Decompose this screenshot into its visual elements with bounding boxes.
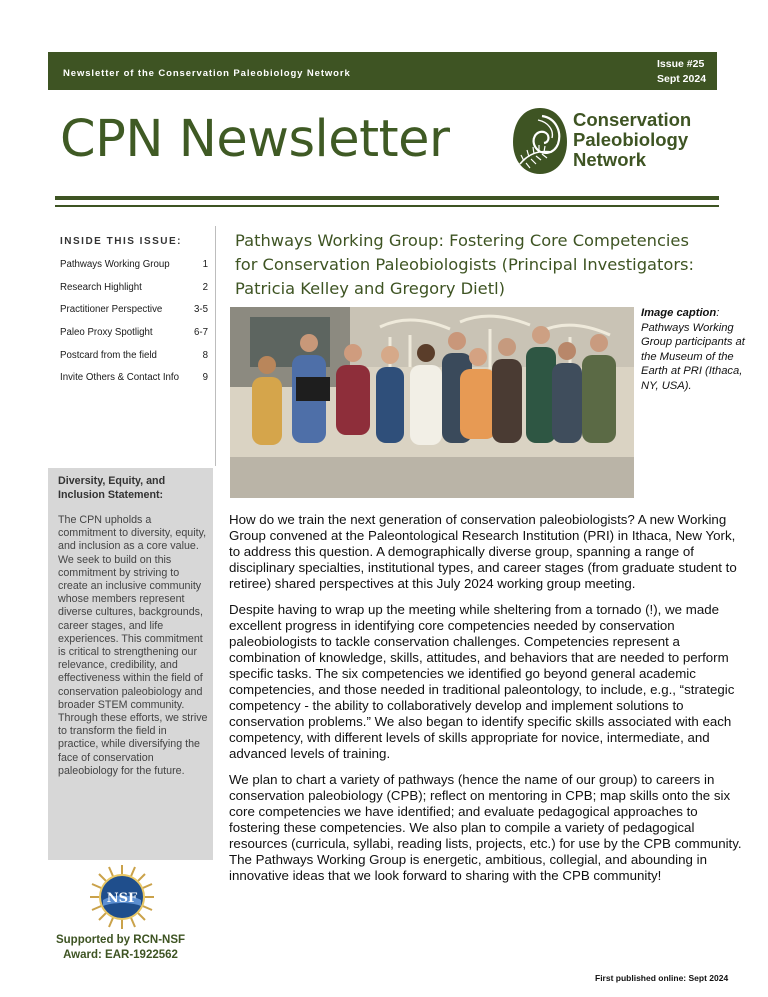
- toc-item[interactable]: [60, 372, 208, 395]
- logo-line-2: Paleobiology: [573, 129, 689, 150]
- issue-date: Sept 2024: [657, 73, 707, 85]
- toc-item[interactable]: [60, 327, 208, 350]
- inside-issue-heading: INSIDE THIS ISSUE:: [60, 236, 183, 247]
- cpn-logo: [512, 104, 717, 182]
- logo-line-3: Network: [573, 149, 646, 170]
- toc-item-page: 8: [202, 349, 208, 361]
- toc-item-page: 3-5: [193, 304, 208, 316]
- issue-info: [657, 57, 706, 87]
- article-paragraph: We plan to chart a variety of pathways (hence the name of our group) to careers in conservation paleobiology (CPB); reflect on mentoring in CPB; map skills onto the six core competencies we have identified; and evaluate pedagogical approaches to fostering these competencies. We also plan to compile a variety of pedagogical resources (curricula, syllabi, reading lists, projects, etc.) for use by the CPB community. The Pathways Working Group is energetic, ambitious, collegial, and abounding in innovative ideas that we look forward to sharing with the CPB community!: [229, 772, 742, 883]
- toc-item-label: Pathways Working Group: [60, 259, 170, 270]
- article-body: [229, 512, 749, 894]
- toc-item-page: 6-7: [193, 327, 208, 339]
- toc-item-label: Paleo Proxy Spotlight: [60, 327, 153, 339]
- funding-note: [48, 933, 193, 963]
- logo-text: [573, 110, 691, 170]
- toc-item[interactable]: [60, 350, 208, 373]
- dei-statement-box: [48, 468, 213, 860]
- dei-body: The CPN upholds a commitment to diversity, equity, and inclusion as a core value. We seek to build on this commitment by striving to create an inclusive community whose members represent diverse cultures, backgrounds, career stages, and life experiences. This commitment is critical to strengthening our relevance, credibility, and effectiveness within the field of conservation paleobiology and broader STEM community. Through these efforts, we strive to transform the field in practice, while diversifying the face of conservation paleobiology for the future.: [58, 514, 208, 777]
- toc-item[interactable]: [60, 304, 208, 327]
- logo-line-1: Conservation: [573, 109, 692, 130]
- toc-item-label: Practitioner Perspective: [60, 304, 163, 316]
- article-paragraph: How do we train the next generation of conservation paleobiologists? A new Working Group convened at the Paleontological Research Institution (PRI) in Ithaca, New York, to address this question. A demographically diverse group, spanning a range of disciplinary specialties, institutional types, and career stages (from graduate student to retiree) shared perspectives at this July 2024 working group meeting.: [229, 512, 737, 591]
- caption-label: Image caption: [641, 307, 717, 319]
- divider-thick: [55, 196, 719, 200]
- ammonite-fern-logo-icon: [512, 106, 568, 176]
- toc-item-label: Invite Others & Contact Info: [60, 372, 179, 384]
- article-paragraph: Despite having to wrap up the meeting while sheltering from a tornado (!), we made excellent progress in identifying core competencies needed by conservation paleobiologists to tackle conservation challenges. Competencies represent a combination of knowledge, skills, attitudes, and behaviors that are needed to perform specific tasks. The six competencies we identified go beyond general academic competencies, and those needed in traditional paleontology, to include, e.g., “strategic competency - the ability to collaboratively develop and implement solutions to conservation problems.” We also began to identify specific skills associated with each competency, with different levels of skills appropriate for novice, intermediate, and advanced levels of training.: [229, 602, 735, 761]
- toc-item-page: 9: [202, 372, 208, 384]
- toc-item-page: 2: [202, 281, 208, 293]
- caption-colon: :: [716, 307, 720, 319]
- group-photo: [230, 307, 634, 498]
- funding-line-1: Supported by RCN-NSF: [55, 934, 186, 946]
- article-headline: Pathways Working Group: Fostering Core Competencies for Conservation Paleobiologists (Principal Investigators: Patricia Kelley and Gregory Dietl): [235, 231, 695, 298]
- image-caption: [641, 306, 761, 394]
- banner-text: Newsletter of the Conservation Paleobiology Network: [63, 68, 351, 79]
- nsf-logo-icon: [89, 864, 155, 930]
- table-of-contents: [60, 259, 208, 395]
- publication-note: First published online: Sept 2024: [595, 973, 729, 983]
- funding-line-2: Award: EAR-1922562: [63, 949, 178, 961]
- toc-item-label: Postcard from the field: [60, 349, 157, 361]
- nsf-logo-text: NSF: [106, 891, 138, 906]
- sidebar-divider: [215, 226, 216, 466]
- toc-item[interactable]: [60, 282, 208, 305]
- dei-title: Diversity, Equity, and Inclusion Statement:: [58, 475, 166, 501]
- toc-item[interactable]: [60, 259, 208, 282]
- page-title: CPN Newsletter: [60, 110, 450, 169]
- issue-number: Issue #25: [657, 58, 705, 70]
- toc-item-label: Research Highlight: [60, 281, 142, 293]
- toc-item-page: 1: [202, 259, 208, 270]
- divider-thin: [55, 205, 719, 207]
- caption-text: Pathways Working Group participants at the Museum of the Earth at PRI (Ithaca, NY, USA).: [641, 321, 745, 392]
